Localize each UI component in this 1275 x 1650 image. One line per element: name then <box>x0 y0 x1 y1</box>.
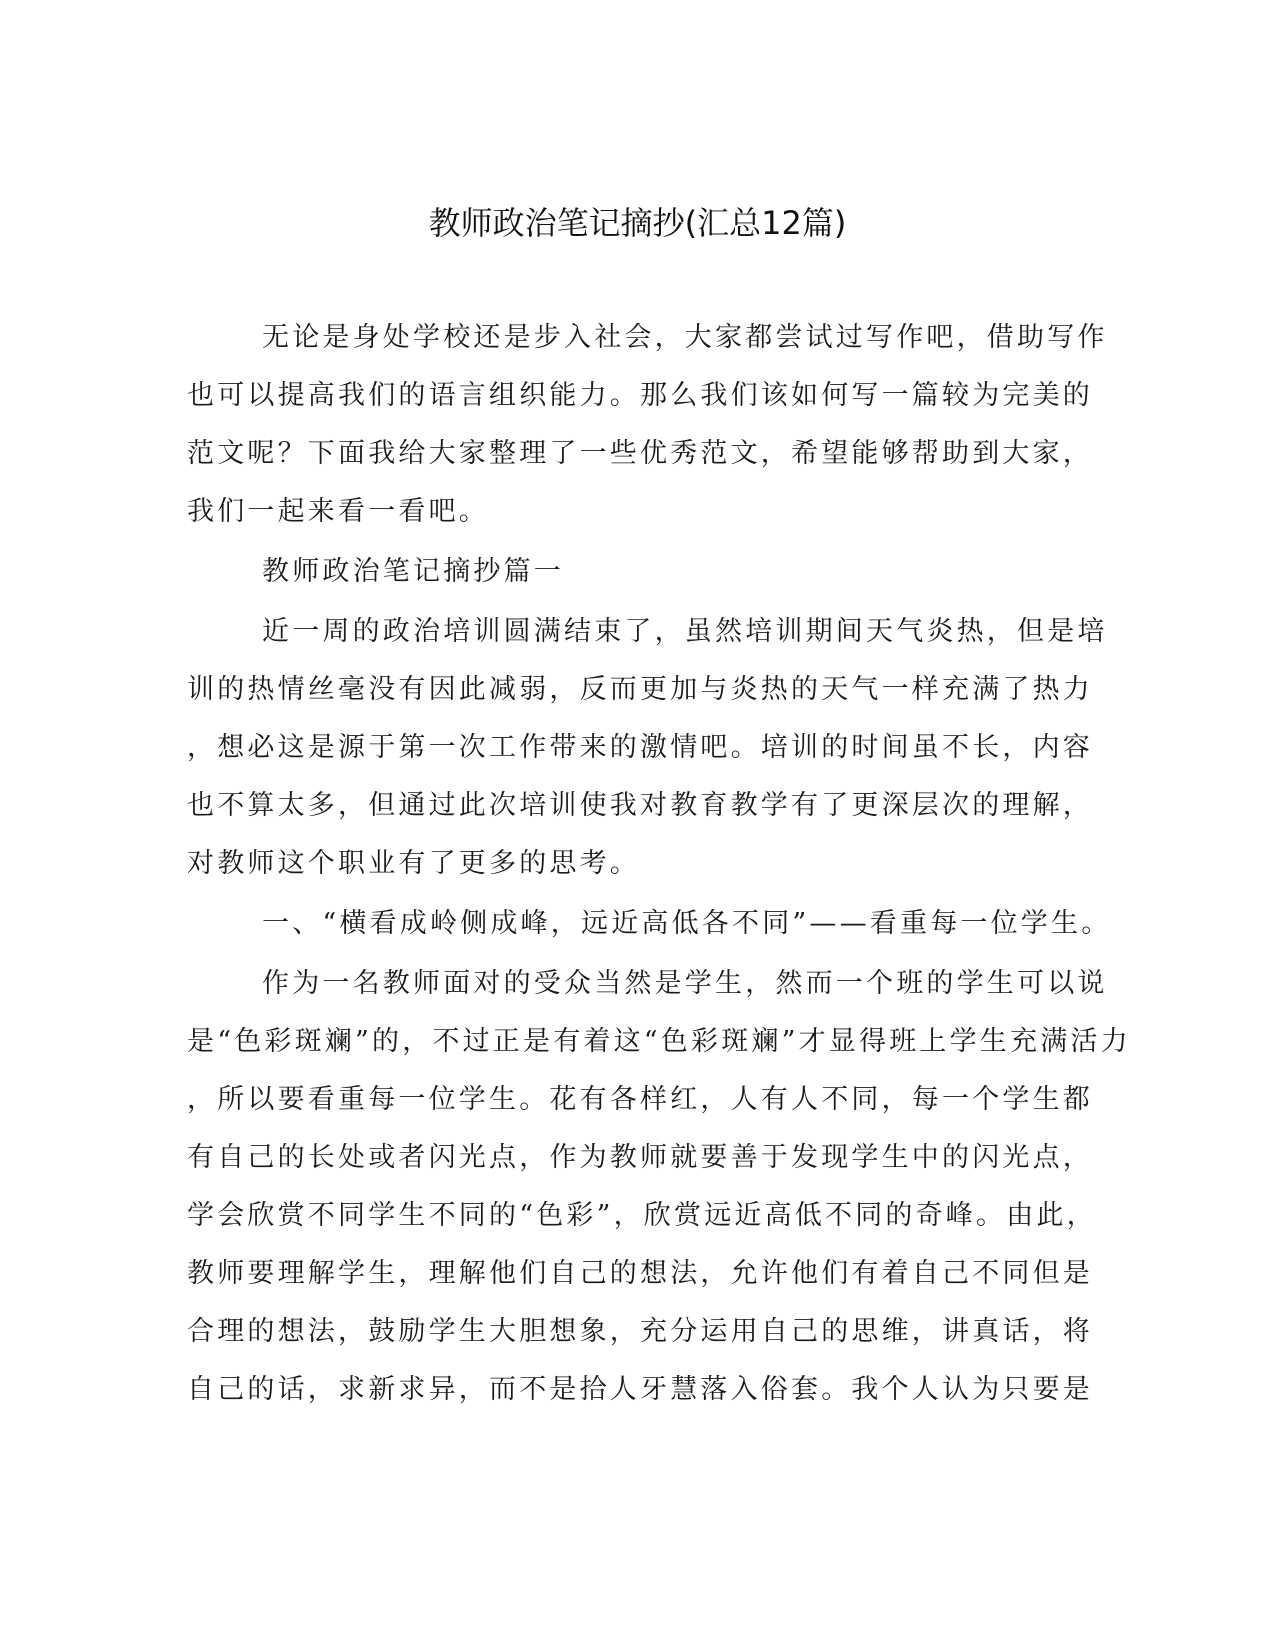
paragraph-line: 自己的话，求新求异，而不是拾人牙慧落入俗套。我个人认为只要是 <box>187 1374 1093 1405</box>
paragraph-line: ，想必这是源于第一次工作带来的激情吧。培训的时间虽不长，内容 <box>187 732 1093 763</box>
paragraph-line: 是“色彩斑斓”的，不过正是有着这“色彩斑斓”才显得班上学生充满活力 <box>187 1026 1131 1057</box>
paragraph-line: 教师要理解学生，理解他们自己的想法，允许他们有着自己不同但是 <box>187 1258 1093 1289</box>
paragraph-line: 近一周的政治培训圆满结束了，虽然培训期间天气炎热，但是培 <box>262 616 1108 647</box>
paragraph-line: 训的热情丝毫没有因此减弱，反而更加与炎热的天气一样充满了热力 <box>187 674 1093 705</box>
paragraph-line: ，所以要看重每一位学生。花有各样红，人有人不同，每一个学生都 <box>187 1084 1093 1115</box>
paragraph-line: 无论是身处学校还是步入社会，大家都尝试过写作吧，借助写作 <box>262 322 1108 353</box>
paragraph-line: 作为一名教师面对的受众当然是学生，然而一个班的学生可以说 <box>262 968 1108 999</box>
paragraph-line: 范文呢？下面我给大家整理了一些优秀范文，希望能够帮助到大家， <box>187 438 1093 469</box>
paragraph-line: 我们一起来看一看吧。 <box>187 496 489 527</box>
paragraph-line: 也可以提高我们的语言组织能力。那么我们该如何写一篇较为完美的 <box>187 380 1093 411</box>
section-heading: 教师政治笔记摘抄篇一 <box>262 556 564 587</box>
paragraph-line: 学会欣赏不同学生不同的“色彩”，欣赏远近高低不同的奇峰。由此， <box>187 1200 1097 1231</box>
paragraph-line: 有自己的长处或者闪光点，作为教师就要善于发现学生中的闪光点， <box>187 1142 1093 1173</box>
paragraph-line: 也不算太多，但通过此次培训使我对教育教学有了更深层次的理解， <box>187 790 1093 821</box>
paragraph-line: 对教师这个职业有了更多的思考。 <box>187 848 640 879</box>
paragraph-line: 合理的想法，鼓励学生大胆想象，充分运用自己的思维，讲真话，将 <box>187 1316 1093 1347</box>
point-heading: 一、“横看成岭侧成峰，远近高低各不同”——看重每一位学生。 <box>262 908 1112 939</box>
document-title: 教师政治笔记摘抄(汇总12篇) <box>428 204 847 242</box>
